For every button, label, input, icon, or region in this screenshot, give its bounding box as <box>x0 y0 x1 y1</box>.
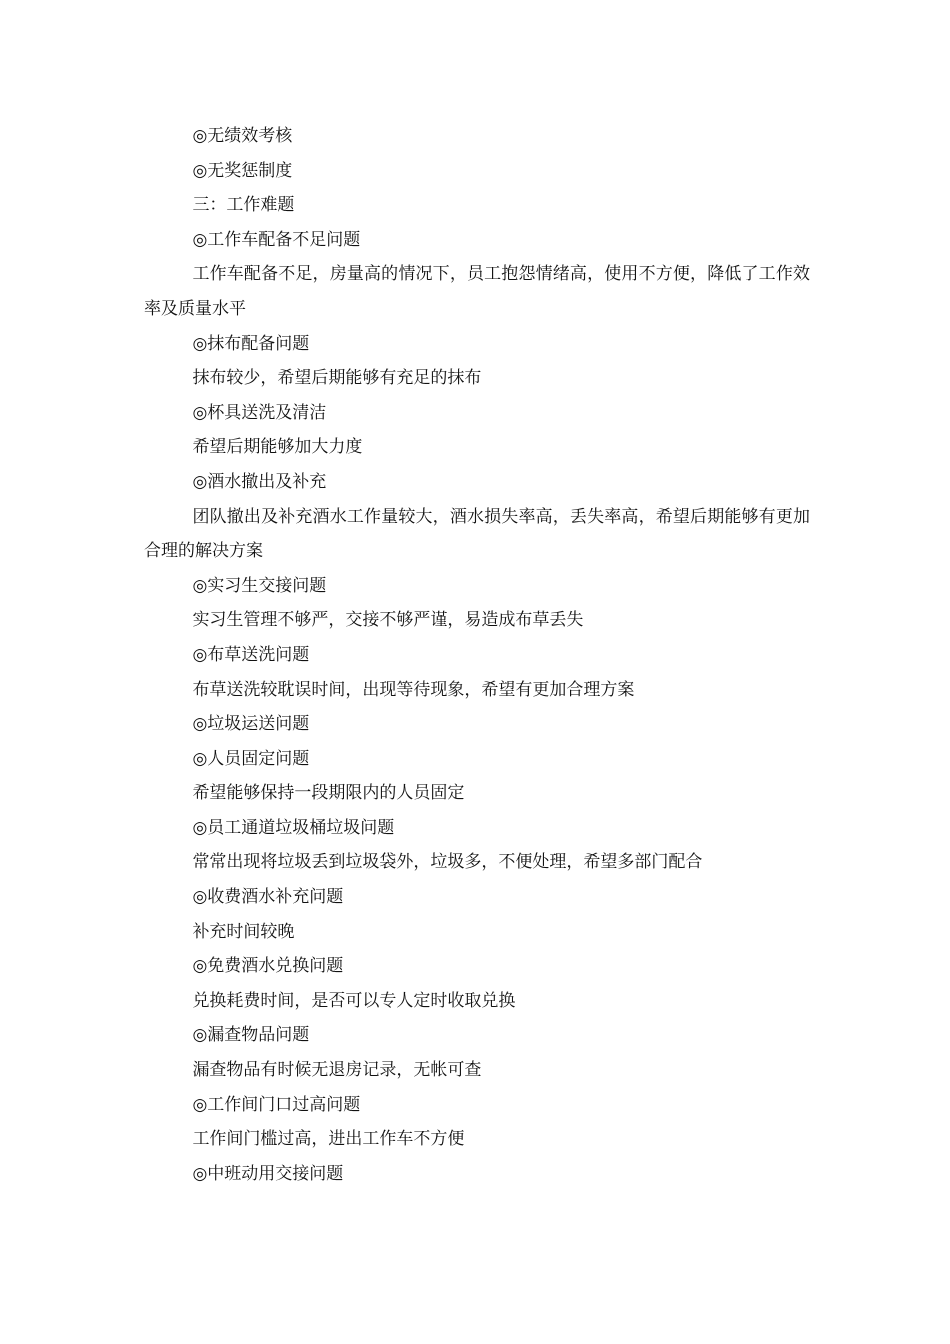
item-heading-free-drinks: ◎免费酒水兑换问题 <box>192 956 344 977</box>
item-text-missed-items: 漏查物品有时候无退房记录，无帐可查 <box>192 1060 482 1081</box>
item-text-free-drinks: 兑换耗费时间，是否可以专人定时收取兑换 <box>192 990 516 1011</box>
item-text-linen-washing: 布草送洗较耽误时间，出现等待现象，希望有更加合理方案 <box>192 679 635 700</box>
paragraph-no-performance-review: ◎无绩效考核 <box>192 126 293 146</box>
item-heading-missed-items: ◎漏查物品问题 <box>192 1025 310 1046</box>
item-text-rag-supply: 抹布较少，希望后期能够有充足的抹布 <box>192 368 482 389</box>
document-body <box>144 119 810 1191</box>
item-heading-rag-supply: ◎抹布配备问题 <box>192 333 310 354</box>
item-heading-garbage-transport: ◎垃圾运送问题 <box>192 714 310 735</box>
item-text-drinks-restock: 团队撤出及补充酒水工作量较大，酒水损失率高，丢失率高，希望后期能够有更加合理的解决方案 <box>144 506 810 562</box>
item-heading-midshift-handover: ◎中班动用交接问题 <box>192 1163 344 1184</box>
item-heading-paid-drinks: ◎收费酒水补充问题 <box>192 887 344 908</box>
item-heading-corridor-bins: ◎员工通道垃圾桶垃圾问题 <box>192 817 395 838</box>
item-text-cup-washing: 希望后期能够加大力度 <box>192 437 363 458</box>
item-text-paid-drinks: 补充时间较晚 <box>192 921 295 942</box>
item-text-doorway-height: 工作间门槛过高，进出工作车不方便 <box>192 1129 465 1150</box>
item-heading-doorway-height: ◎工作间门口过高问题 <box>192 1094 361 1115</box>
item-text-cart-shortage: 工作车配备不足，房量高的情况下，员工抱怨情绪高，使用不方便，降低了工作效率及质量水平 <box>144 264 810 319</box>
item-heading-drinks-restock: ◎酒水撤出及补充 <box>192 471 327 492</box>
paragraph-no-reward-penalty: ◎无奖惩制度 <box>192 160 293 181</box>
item-heading-cart-shortage: ◎工作车配备不足问题 <box>192 229 361 250</box>
item-heading-cup-washing: ◎杯具送洗及清洁 <box>192 402 327 423</box>
section-heading-work-problems: 三：工作难题 <box>192 195 295 216</box>
item-text-corridor-bins: 常常出现将垃圾丢到垃圾袋外，垃圾多，不便处理，希望多部门配合 <box>192 852 703 873</box>
item-heading-intern-handover: ◎实习生交接问题 <box>192 575 327 596</box>
item-heading-staff-fixed: ◎人员固定问题 <box>192 748 310 769</box>
item-text-staff-fixed: 希望能够保持一段期限内的人员固定 <box>192 783 465 804</box>
item-heading-linen-washing: ◎布草送洗问题 <box>192 644 310 665</box>
item-text-intern-handover: 实习生管理不够严，交接不够严谨，易造成布草丢失 <box>192 610 584 631</box>
